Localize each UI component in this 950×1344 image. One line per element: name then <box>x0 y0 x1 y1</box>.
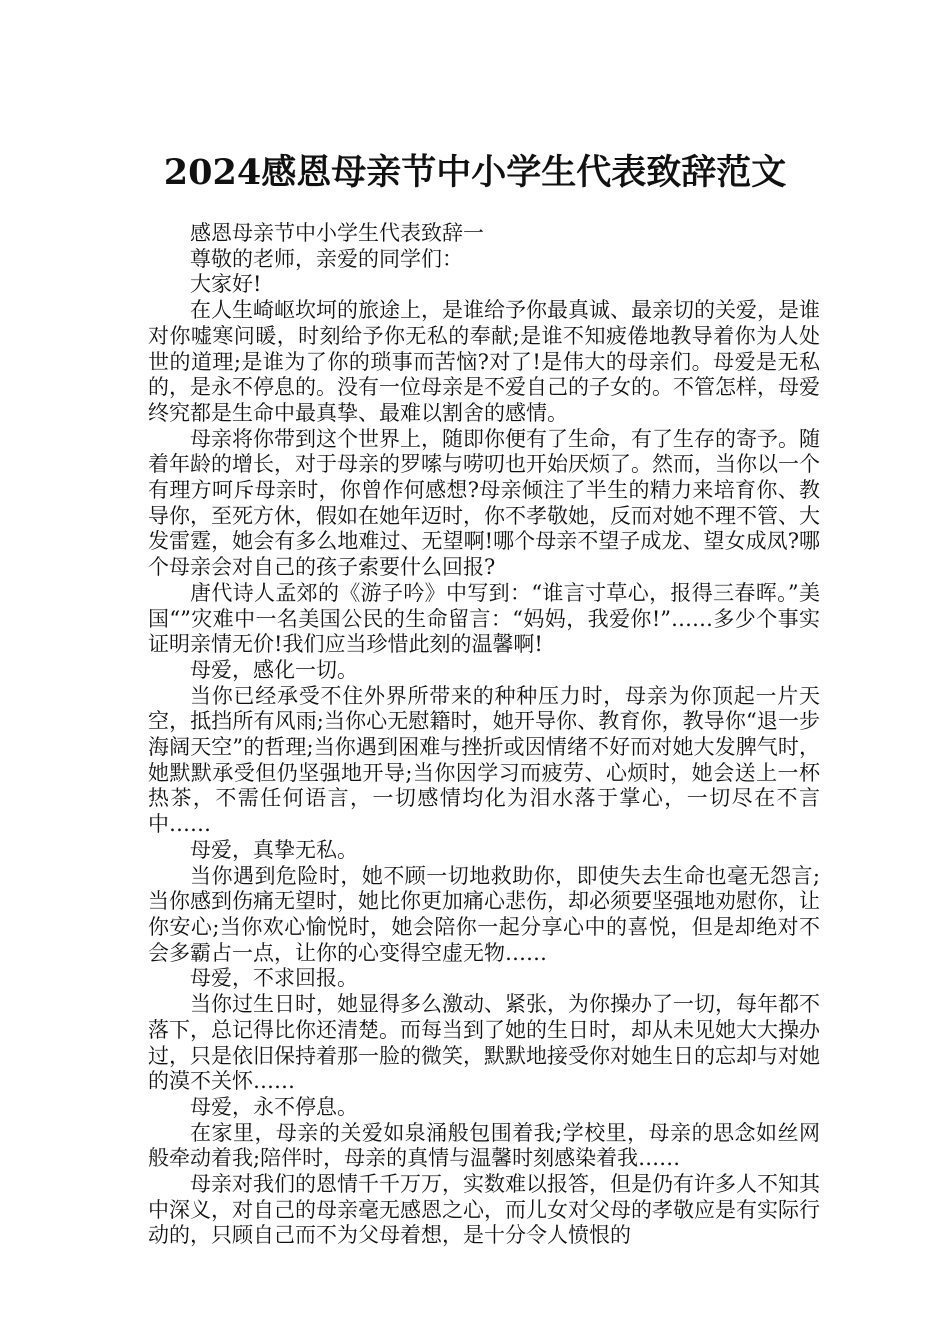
paragraph: 在人生崎岖坎坷的旅途上，是谁给予你最真诚、最亲切的关爱，是谁对你嘘寒问暖，时刻给予你无私的奉献;是谁不知疲倦地教导着你为人处世的道理;是谁为了你的琐事而苦恼?对了!是伟大的母亲们。母爱是无私的，是永不停息的。没有一位母亲是不爱自己的子女的。不管怎样，母爱终究都是生命中最真挚、最难以割舍的感情。 <box>148 298 820 425</box>
paragraph: 在家里，母亲的关爱如泉涌般包围着我;学校里，母亲的思念如丝网般牵动着我;陪伴时，母亲的真情与温馨时刻感染着我…… <box>148 1120 820 1171</box>
section-heading: 感恩母亲节中小学生代表致辞一 <box>190 221 484 245</box>
subheading: 母爱，不求回报。 <box>190 966 358 991</box>
paragraph: 唐代诗人孟郊的《游子吟》中写到：“谁言寸草心，报得三春晖。”美国“”灾难中一名美国公民的生命留言：“妈妈，我爱你!”……多少个事实证明亲情无价!我们应当珍惜此刻的温馨啊! <box>148 580 820 657</box>
document-title: 2024感恩母亲节中小学生代表致辞范文 <box>163 152 787 194</box>
document-body <box>148 221 820 1249</box>
salutation: 尊敬的老师，亲爱的同学们： <box>190 246 463 271</box>
paragraph: 当你过生日时，她显得多么激动、紧张，为你操办了一切，每年都不落下，总记得比你还清楚。而每当到了她的生日时，却从未见她大大操办过，只是依旧保持着那一脸的微笑，默默地接受你对她生日的忘却与对她的漠不关怀…… <box>148 992 820 1094</box>
paragraph: 母亲将你带到这个世界上，随即你便有了生命，有了生存的寄予。随着年龄的增长，对于母亲的罗嗦与唠叨也开始厌烦了。然而，当你以一个有理方呵斥母亲时，你曾作何感想?母亲倾注了半生的精力来培育你、教导你，至死方休，假如在她年迈时，你不孝敬她，反而对她不理不管、大发雷霆，她会有多么地难过、无望啊!哪个母亲不望子成龙、望女成凤?哪个母亲会对自己的孩子索要什么回报? <box>148 426 820 580</box>
paragraph: 母亲对我们的恩情千千万万，实数难以报答，但是仍有许多人不知其中深义，对自己的母亲毫无感恩之心，而儿女对父母的孝敬应是有实际行动的，只顾自己而不为父母着想，是十分令人愤恨的 <box>148 1172 820 1248</box>
subheading: 母爱，永不停息。 <box>190 1094 358 1119</box>
paragraph: 当你已经承受不住外界所带来的种种压力时，母亲为你顶起一片天空，抵挡所有风雨;当你心无慰籍时，她开导你、教育你，教导你“退一步海阔天空”的哲理;当你遇到困难与挫折或因情绪不好而对她大发脾气时，她默默承受但仍坚强地开导;当你因学习而疲劳、心烦时，她会送上一杯热茶，不需任何语言，一切感情均化为泪水落于掌心，一切尽在不言中…… <box>148 683 820 837</box>
subheading: 母爱，感化一切。 <box>190 657 358 682</box>
subheading: 母爱，真挚无私。 <box>190 837 358 862</box>
greeting: 大家好! <box>190 272 262 297</box>
paragraph: 当你遇到危险时，她不顾一切地救助你，即使失去生命也毫无怨言;当你感到伤痛无望时，她比你更加痛心悲伤，却必须要坚强地劝慰你，让你安心;当你欢心愉悦时，她会陪你一起分享心中的喜悦，但是却绝对不会多霸占一点，让你的心变得空虚无物…… <box>148 863 820 965</box>
